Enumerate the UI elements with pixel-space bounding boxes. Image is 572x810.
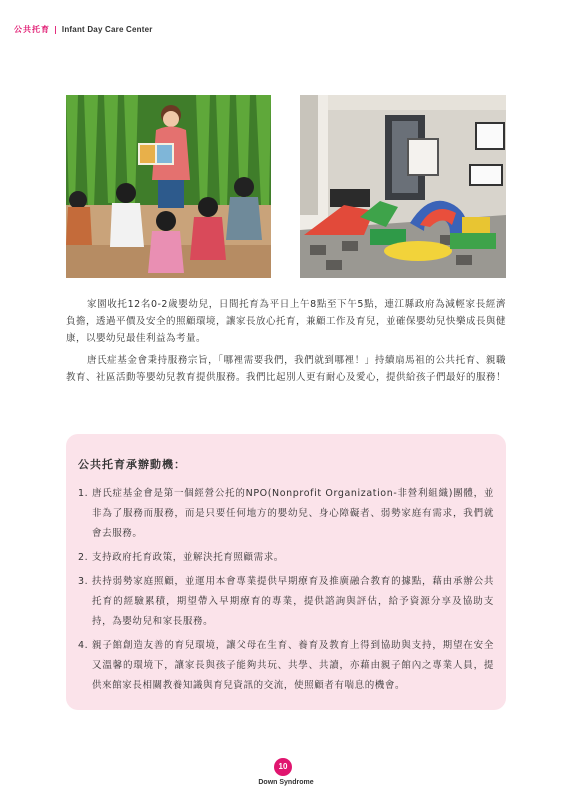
list-item-number: 4. bbox=[78, 640, 89, 651]
motivation-panel bbox=[66, 434, 506, 710]
paragraph-2: 唐氏症基金會秉持服務宗旨，「哪裡需要我們，我們就到哪裡！」持續扇馬祖的公共托育、親職教育、社區活動等嬰幼兒教育提供服務。我們比起別人更有耐心及愛心，提供給孩子們最好的服務！ bbox=[66, 355, 507, 383]
list-item-text: 唐氏症基金會是第一個經營公托的NPO(Nonprofit Organization-非營利組織)團體，並非為了服務而服務，而是只要任何地方的嬰幼兒、身心障礙者、弱勢家庭有需求，我們就會去服務。 bbox=[92, 488, 494, 539]
list-item bbox=[78, 636, 494, 696]
storytime-photo bbox=[66, 95, 271, 278]
playroom-photo bbox=[300, 95, 506, 278]
list-item-text: 支持政府托育政策，並解決托育照顧需求。 bbox=[92, 552, 284, 563]
list-item-number: 3. bbox=[78, 576, 89, 587]
page-number: 10 bbox=[274, 758, 292, 776]
paragraph-1: 家園收托12名0-2歲嬰幼兒，日間托育為平日上午8點至下午5點，連江縣政府為減輕家長經濟負擔，透過平價及安全的照顧環境，讓家長放心托育，兼顧工作及育兒，並確保嬰幼兒快樂成長與健康，以嬰幼兒最佳利益為考量。 bbox=[66, 299, 507, 344]
list-item bbox=[78, 484, 494, 544]
section-title-en: Infant Day Care Center bbox=[61, 24, 153, 34]
list-item-text: 親子館創造友善的育兒環境，讓父母在生育、養育及教育上得到協助與支持，期望在安全又溫馨的環境下，讓家長與孩子能夠共玩、共學、共讀，亦藉由親子館內之專業人員，提供來館家長相關教養知識與育兒資訊的交流，使照顧者有喘息的機會。 bbox=[92, 640, 494, 691]
page-header bbox=[14, 22, 153, 36]
list-item-number: 1. bbox=[78, 488, 89, 499]
storytime-photo-image bbox=[66, 95, 271, 278]
motivation-list bbox=[78, 484, 494, 700]
footer-label: Down Syndrome bbox=[258, 779, 314, 786]
section-label: 公共托育 bbox=[14, 24, 50, 34]
playroom-photo-image bbox=[300, 95, 506, 278]
list-item-text: 扶持弱勢家庭照顧，並運用本會專業提供早期療育及推廣融合教育的據點，藉由承辦公共托育的經驗累積，期望帶入早期療育的專業，提供諮詢與評估，給予資源分享及協助支持，為嬰幼兒和家長服務。 bbox=[92, 576, 494, 627]
intro-text bbox=[66, 296, 506, 391]
panel-title: 公共托育承辦動機： bbox=[78, 458, 186, 471]
list-item-number: 2. bbox=[78, 552, 89, 563]
header-separator: | bbox=[54, 24, 57, 34]
list-item bbox=[78, 572, 494, 632]
list-item bbox=[78, 548, 494, 568]
